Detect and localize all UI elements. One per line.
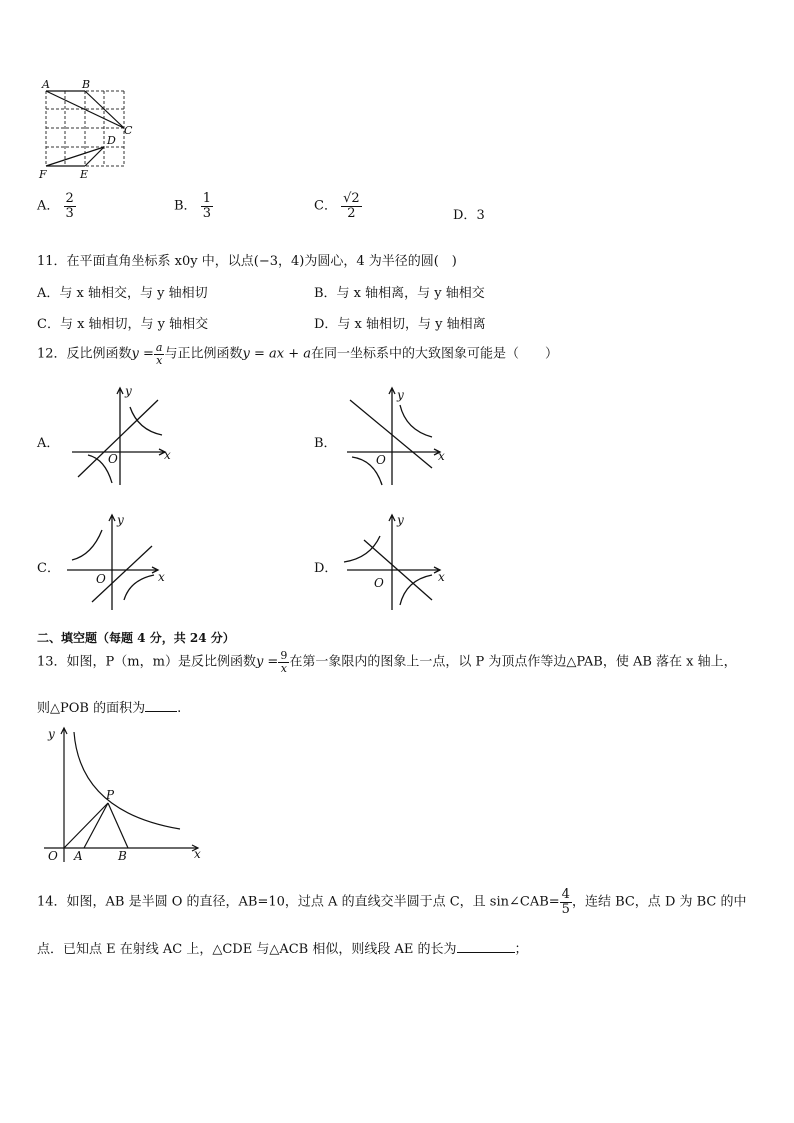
label-B: B [82,78,91,91]
q14-stem-line2 [37,938,528,957]
q10-option-c [314,192,362,220]
q11-option-b: B．与 x 轴相离，与 y 轴相交 [314,286,485,301]
q13-stem-line2 [37,697,181,716]
option-letter: D． [453,208,477,223]
q12-stem [37,342,558,366]
q11-option-a: A．与 x 轴相交，与 y 轴相切 [37,286,208,301]
answer-blank[interactable] [145,699,177,712]
q13-stem-line1 [37,650,737,674]
axis-y-label: y [125,385,132,398]
q12-option-d-label: D． [314,561,338,576]
q11-option-c: C．与 x 轴相切，与 y 轴相交 [37,317,209,332]
stem-text: 与正比例函数 [164,346,243,362]
option-value: 3 [476,208,485,223]
label-C: C [124,124,133,137]
numerator: 9 [280,649,288,662]
q11-stem: 11．在平面直角坐标系 x0y 中，以点(−3，4)为圆心，4 为半径的圆( ) [37,254,457,269]
denominator: 3 [65,205,74,221]
q12-option-c-label: C． [37,561,60,576]
section-title: 二、填空题（每题 4 分，共 24 分） [37,631,235,645]
denominator: x [280,661,287,675]
stem-text: 14．如图，AB 是半圆 O 的直径，AB=10，过点 A 的直线交半圆于点 C，且 sin∠CAB= [37,894,560,910]
stem-text: . [177,701,182,716]
formula: y = ax + a [242,346,311,362]
denominator: 2 [347,205,356,221]
label-E: E [80,168,89,181]
q10-grid-figure [36,78,140,182]
origin-label: O [108,452,118,466]
denominator: 3 [202,205,211,221]
fraction [560,888,572,916]
origin-label: O [96,572,106,586]
numerator: 1 [202,191,211,206]
option-letter: A． [37,198,60,214]
denominator: 5 [561,901,570,917]
axis-y-label: y [397,513,404,527]
q14-stem-line1 [37,888,747,916]
q12-graph-b [342,385,452,490]
denominator: x [156,353,163,367]
stem-text: 12．反比例函数 [37,346,132,362]
option-letter: B． [174,198,197,214]
origin-label: O [376,453,386,467]
stem-text: ； [514,942,528,957]
q10-option-a [37,192,76,220]
label-D: D [107,134,116,147]
q13-figure [40,722,210,867]
stem-text: 点．已知点 E 在射线 AC 上，△CDE 与△ACB 相似，则线段 AE 的长为 [37,942,457,957]
q11-option-d: D．与 x 轴相切，与 y 轴相离 [314,317,486,332]
axis-y-label: y [117,513,124,527]
axis-x-label: x [438,449,445,463]
stem-text: 则△POB 的面积为 [37,701,146,716]
axis-y-label: y [397,388,404,402]
numerator: 4 [561,887,570,902]
axis-y-label: y [48,727,55,741]
fraction [154,342,165,366]
axis-x-label: x [194,847,201,861]
stem-text: 在同一坐标系中的大致图象可能是（ ） [311,346,559,362]
q12-graph-c [62,510,174,615]
fraction [201,192,213,220]
fraction [278,650,289,674]
label-A: A [42,78,50,91]
stem-text: 在第一象限内的图象上一点，以 P 为顶点作等边△PAB，使 AB 落在 x 轴上， [289,654,737,670]
q12-graph-a [70,385,180,490]
fraction [341,192,362,220]
q12-option-b-label: B． [314,436,337,451]
axis-x-label: x [438,570,445,584]
q12-graph-d [342,510,454,615]
axis-x-label: x [164,448,171,462]
point-b-label: B [118,849,127,863]
q10-option-d [453,204,485,223]
q10-option-b [174,192,213,220]
option-letter: C． [314,198,337,214]
axis-x-label: x [158,570,165,584]
stem-text: 13．如图，P（m，m）是反比例函数 [37,654,256,670]
origin-label: O [48,849,58,863]
q12-option-a-label: A． [37,436,60,451]
fraction [64,192,76,220]
label-F: F [39,168,47,181]
numerator: √2 [343,191,360,206]
answer-blank[interactable] [457,940,515,953]
numerator: a [155,341,163,354]
origin-label: O [374,576,384,590]
point-a-label: A [74,849,83,863]
point-p-label: P [106,788,115,802]
formula-lhs: y = [131,346,154,362]
numerator: 2 [65,191,74,206]
stem-text: ，连结 BC，点 D 为 BC 的中 [571,894,747,910]
formula-lhs: y = [255,654,279,670]
